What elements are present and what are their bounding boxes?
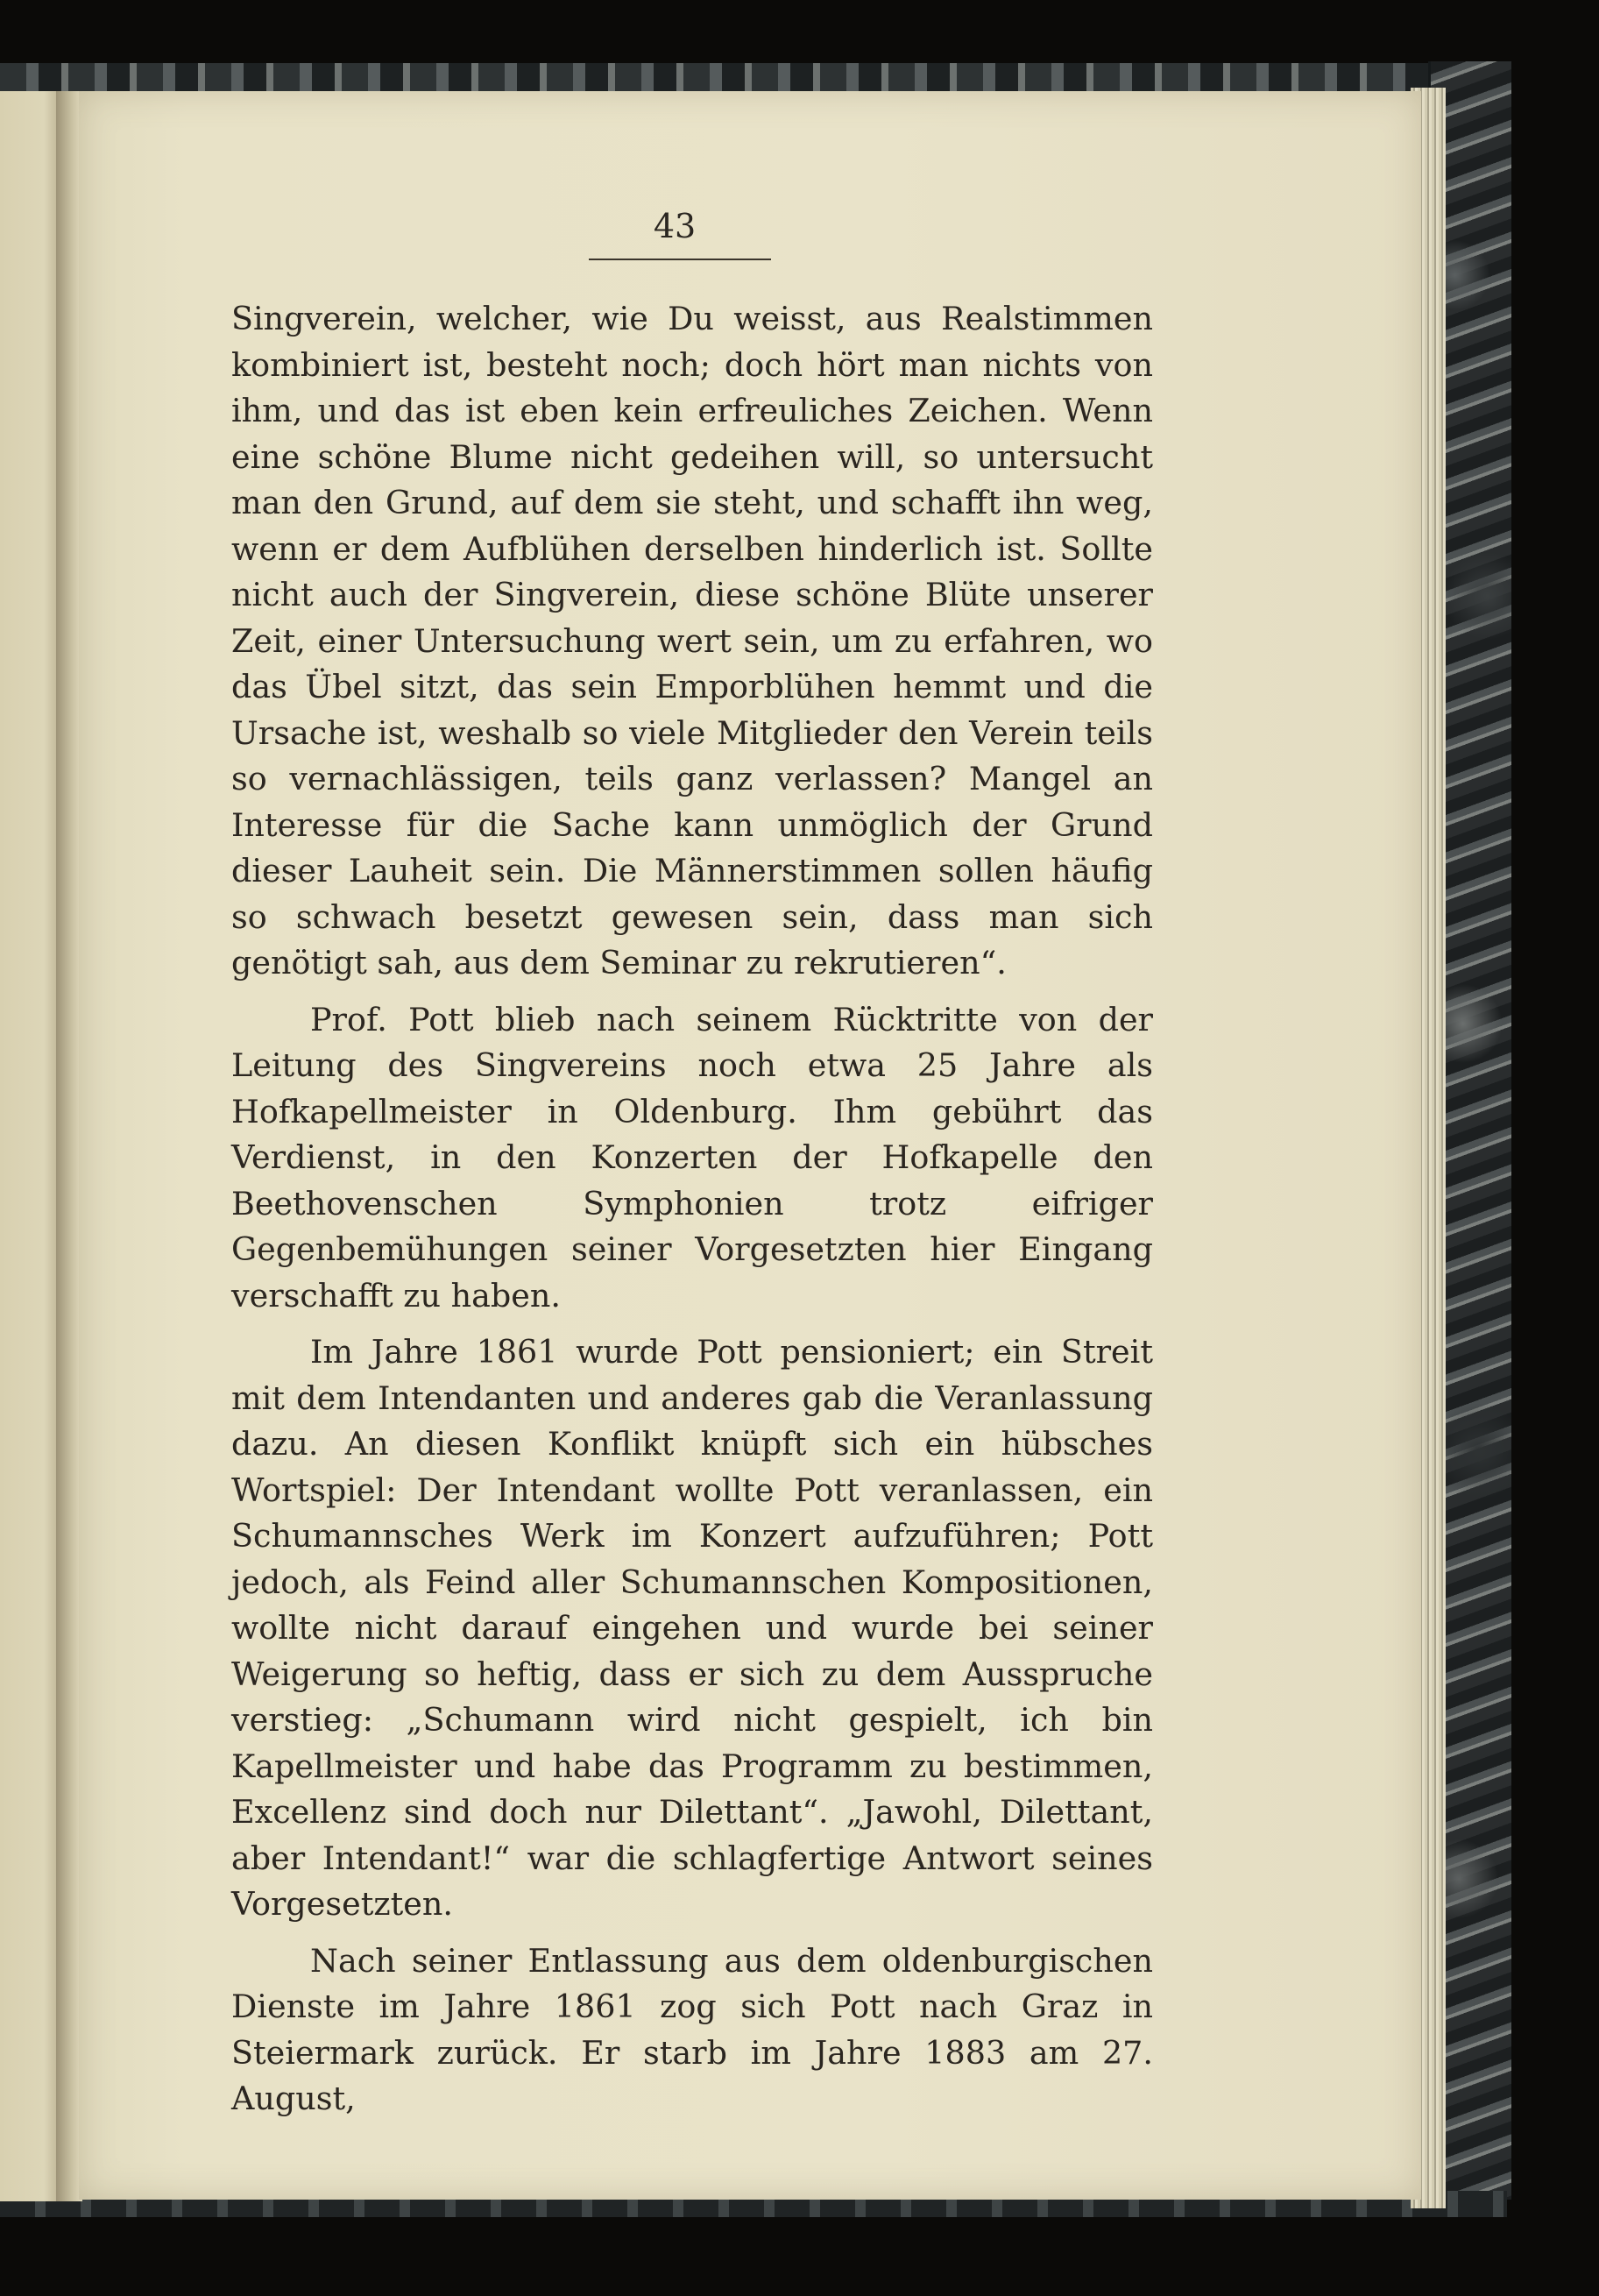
page-number-rule: [589, 259, 771, 260]
body-text: [231, 296, 1153, 2122]
paragraph-3: Im Jahre 1861 wurde Pott pensioniert; ein Streit mit dem Intendanten und anderes gab die Veranlassung dazu. An diesen Konflikt knüpft sich ein hübsches Wortspiel: Der Intendant wollte Pott veranlassen, ein Schumannsches Werk im Konzert aufzuführen; Pott jedoch, als Feind aller Schumannschen Kompositionen, wollte nicht darauf eingehen und wurde bei seiner Weigerung so heftig, dass er sich zu dem Ausspruche verstieg: „Schumann wird nicht gespielt, ich bin Kapellmeister und habe das Programm zu bestimmen, Excellenz sind doch nur Dilettant“. „Jawohl, Dilettant, aber Intendant!“ war die schlagfertige Antwort seines Vorgesetzten.: [231, 1333, 1153, 1923]
paragraph-4: Nach seiner Entlassung aus dem oldenburgischen Dienste im Jahre 1861 zog sich Pott nach Graz in Steiermark zurück. Er starb im Jahre 1883 am 27. August,: [231, 1941, 1153, 2117]
page-number: 43: [653, 207, 697, 245]
left-facing-page: [0, 91, 63, 2201]
paragraph-1: Singverein, welcher, wie Du weisst, aus Realstimmen kombiniert ist, besteht noch; doch hört man nichts von ihm, und das ist eben kein erfreuliches Zeichen. Wenn eine schöne Blume nicht gedeihen will, so untersucht man den Grund, auf dem sie steht, und schafft ihn weg, wenn er dem Aufblühen derselben hinderlich ist. Sollte nicht auch der Singverein, diese schöne Blüte unserer Zeit, einer Untersuchung wert sein, um zu erfahren, wo das Übel sitzt, das sein Emporblühen hemmt und die Ursache ist, weshalb so viele Mitglieder den Verein teils so vernachlässigen, teils ganz verlassen? Mangel an Interesse für die Sache kann unmöglich der Grund dieser Lauheit sein. Die Männerstimmen sollen häufig so schwach besetzt gewesen sein, dass man sich genötigt sah, aus dem Seminar zu rekrutieren“.: [231, 300, 1153, 981]
paragraph-2: Prof. Pott blieb nach seinem Rücktritte von der Leitung des Singvereins noch etwa 25 Jahre als Hofkapellmeister in Oldenburg. Ihm gebührt das Verdienst, in den Konzerten der Hofkapelle den Beethovenschen Symphonien trotz eifriger Gegenbemühungen seiner Vorgesetzten hier Eingang verschafft zu haben.: [231, 1000, 1153, 1315]
